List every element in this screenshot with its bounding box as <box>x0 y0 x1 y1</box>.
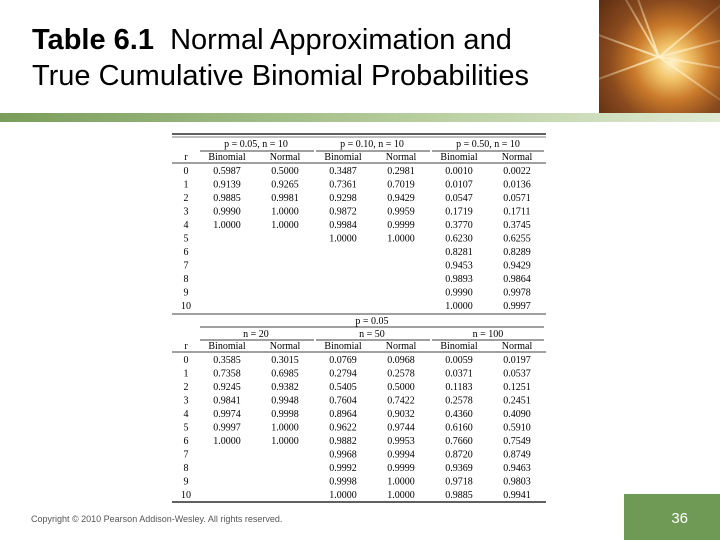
row-index: 9 <box>183 476 189 488</box>
row-index: 3 <box>183 206 189 218</box>
column-header: Binomial <box>440 341 478 352</box>
column-header: Normal <box>501 152 533 163</box>
table-cell: 0.9997 <box>213 422 241 434</box>
table-cell: 0.0571 <box>503 193 531 204</box>
row-index: 2 <box>183 193 189 204</box>
table-cell: 0.9429 <box>503 260 531 272</box>
table-cell: 0.9968 <box>329 449 357 461</box>
bottom-group-header: n = 20 <box>243 329 269 340</box>
table-cell: 0.3745 <box>503 220 531 231</box>
table-cell: 0.2578 <box>387 368 415 380</box>
table-cell: 1.0000 <box>271 436 299 447</box>
bottom-p-header: p = 0.05 <box>355 316 389 327</box>
table-cell: 0.9990 <box>213 206 241 218</box>
table-cell: 0.9978 <box>503 287 531 299</box>
table-cell: 0.9872 <box>329 206 357 218</box>
table-cell: 0.3487 <box>329 166 357 177</box>
decorative-image <box>599 0 720 113</box>
table-cell: 0.7358 <box>213 368 241 380</box>
table-cell: 0.4090 <box>503 409 531 420</box>
column-header: Binomial <box>324 341 362 352</box>
table-cell: 0.8289 <box>503 247 531 258</box>
table-cell: 0.0769 <box>329 355 357 366</box>
top-group-header: p = 0.50, n = 10 <box>456 139 520 150</box>
row-index: 8 <box>183 274 189 285</box>
row-index: 7 <box>183 260 189 272</box>
column-header: Binomial <box>440 152 478 163</box>
table-cell: 0.9622 <box>329 422 357 434</box>
table-cell: 0.9841 <box>213 395 241 407</box>
table-cell: 0.3770 <box>445 220 473 231</box>
row-index: 6 <box>183 436 189 447</box>
table-cell: 0.9959 <box>387 206 415 218</box>
table-cell: 0.8749 <box>503 449 531 461</box>
table-cell: 0.9994 <box>387 449 415 461</box>
table-cell: 0.0107 <box>445 179 473 191</box>
table-cell: 0.9882 <box>329 436 357 447</box>
table-cell: 0.3015 <box>271 355 299 366</box>
bottom-group-header: n = 50 <box>359 329 385 340</box>
column-header: Normal <box>269 152 301 163</box>
table-cell: 1.0000 <box>329 490 357 501</box>
row-index: 9 <box>183 287 189 299</box>
table-cell: 0.7361 <box>329 179 357 191</box>
row-index: 10 <box>181 301 191 312</box>
copyright-notice: Copyright © 2010 Pearson Addison-Wesley. All rights reserved. <box>31 514 283 524</box>
table-cell: 0.7660 <box>445 436 473 447</box>
row-label-header: r <box>184 341 188 352</box>
column-header: Binomial <box>208 341 246 352</box>
slide-title <box>32 22 602 94</box>
table-cell: 1.0000 <box>387 476 415 488</box>
table-cell: 0.2794 <box>329 368 357 380</box>
table-cell: 0.9992 <box>329 463 357 474</box>
table-cell: 0.0197 <box>503 355 531 366</box>
table-cell: 0.9429 <box>387 193 415 204</box>
table-cell: 0.5000 <box>387 382 415 393</box>
title-line-2: True Cumulative Binomial Probabilities <box>32 60 529 92</box>
table-cell: 0.9981 <box>271 193 299 204</box>
table-cell: 0.0371 <box>445 368 473 380</box>
table-cell: 0.7604 <box>329 395 357 407</box>
top-group-header: p = 0.05, n = 10 <box>224 139 288 150</box>
row-index: 4 <box>183 220 189 231</box>
table-cell: 0.9941 <box>503 490 531 501</box>
column-header: Normal <box>501 341 533 352</box>
table-cell: 0.9369 <box>445 463 473 474</box>
column-header: Normal <box>385 341 417 352</box>
title-line-1: Normal Approximation and <box>170 24 512 56</box>
table-cell: 0.9948 <box>271 395 299 407</box>
table-cell: 0.9974 <box>213 409 241 420</box>
table-cell: 0.0059 <box>445 355 473 366</box>
table-cell: 0.9999 <box>387 463 415 474</box>
table-cell: 0.9998 <box>329 476 357 488</box>
row-label-header: r <box>184 152 188 163</box>
table-cell: 0.1711 <box>503 206 531 218</box>
table-cell: 0.0136 <box>503 179 531 191</box>
table-cell: 0.0537 <box>503 368 531 380</box>
header-band <box>0 113 720 122</box>
table-cell: 0.8720 <box>445 449 473 461</box>
page-number: 36 <box>671 510 688 527</box>
column-header: Normal <box>269 341 301 352</box>
table-cell: 0.9885 <box>213 193 241 204</box>
table-cell: 0.5987 <box>213 166 241 177</box>
table-cell: 1.0000 <box>213 436 241 447</box>
table-cell: 0.8281 <box>445 247 473 258</box>
table-cell: 0.9139 <box>213 179 241 191</box>
table-cell: 0.7019 <box>387 179 415 191</box>
table-cell: 0.0010 <box>445 166 473 177</box>
table-cell: 1.0000 <box>271 206 299 218</box>
row-index: 5 <box>183 422 189 434</box>
table-cell: 0.9245 <box>213 382 241 393</box>
table-cell: 0.9885 <box>445 490 473 501</box>
table-cell: 1.0000 <box>387 490 415 501</box>
table-cell: 0.6985 <box>271 368 299 380</box>
table-cell: 0.0968 <box>387 355 415 366</box>
row-index: 0 <box>183 166 189 177</box>
table-cell: 1.0000 <box>445 301 473 312</box>
table-cell: 1.0000 <box>387 233 415 245</box>
table-cell: 0.9744 <box>387 422 415 434</box>
probability-table <box>172 132 546 504</box>
row-index: 0 <box>183 355 189 366</box>
table-cell: 1.0000 <box>329 233 357 245</box>
row-index: 4 <box>183 409 189 420</box>
row-index: 10 <box>181 490 191 501</box>
table-cell: 0.0022 <box>503 166 531 177</box>
table-cell: 0.9382 <box>271 382 299 393</box>
table-cell: 0.4360 <box>445 409 473 420</box>
row-index: 1 <box>183 368 189 380</box>
table-cell: 0.9803 <box>503 476 531 488</box>
table-cell: 0.5910 <box>503 422 531 434</box>
table-cell: 0.9998 <box>271 409 299 420</box>
column-header: Binomial <box>324 152 362 163</box>
table-cell: 0.6255 <box>503 233 531 245</box>
page-number-box <box>624 494 720 540</box>
table-cell: 0.7549 <box>503 436 531 447</box>
table-cell: 0.9718 <box>445 476 473 488</box>
row-index: 8 <box>183 463 189 474</box>
column-header: Binomial <box>208 152 246 163</box>
table-cell: 0.1719 <box>445 206 473 218</box>
column-header: Normal <box>385 152 417 163</box>
table-cell: 0.6160 <box>445 422 473 434</box>
table-cell: 0.9893 <box>445 274 473 285</box>
table-cell: 0.2451 <box>503 395 531 407</box>
probability-table-graphic <box>172 132 546 504</box>
table-cell: 0.1251 <box>503 382 531 393</box>
table-cell: 0.9265 <box>271 179 299 191</box>
table-cell: 0.9984 <box>329 220 357 231</box>
row-index: 3 <box>183 395 189 407</box>
table-cell: 0.6230 <box>445 233 473 245</box>
table-cell: 0.3585 <box>213 355 241 366</box>
table-cell: 1.0000 <box>271 220 299 231</box>
table-cell: 0.8964 <box>329 409 357 420</box>
table-cell: 0.9864 <box>503 274 531 285</box>
table-cell: 1.0000 <box>271 422 299 434</box>
table-cell: 0.9463 <box>503 463 531 474</box>
table-cell: 0.1183 <box>445 382 473 393</box>
table-cell: 0.2578 <box>445 395 473 407</box>
table-cell: 0.9298 <box>329 193 357 204</box>
table-cell: 0.2981 <box>387 166 415 177</box>
table-cell: 0.9453 <box>445 260 473 272</box>
table-cell: 0.9032 <box>387 409 415 420</box>
row-index: 2 <box>183 382 189 393</box>
table-number: Table 6.1 <box>32 24 154 56</box>
row-index: 7 <box>183 449 189 461</box>
row-index: 1 <box>183 179 189 191</box>
table-cell: 0.9953 <box>387 436 415 447</box>
table-cell: 0.9990 <box>445 287 473 299</box>
top-group-header: p = 0.10, n = 10 <box>340 139 404 150</box>
bottom-group-header: n = 100 <box>472 329 504 340</box>
row-index: 5 <box>183 233 189 245</box>
table-cell: 0.5000 <box>271 166 299 177</box>
table-cell: 1.0000 <box>213 220 241 231</box>
table-cell: 0.5405 <box>329 382 357 393</box>
table-cell: 0.0547 <box>445 193 473 204</box>
table-cell: 0.9999 <box>387 220 415 231</box>
row-index: 6 <box>183 247 189 258</box>
table-cell: 0.9997 <box>503 301 531 312</box>
table-cell: 0.7422 <box>387 395 415 407</box>
